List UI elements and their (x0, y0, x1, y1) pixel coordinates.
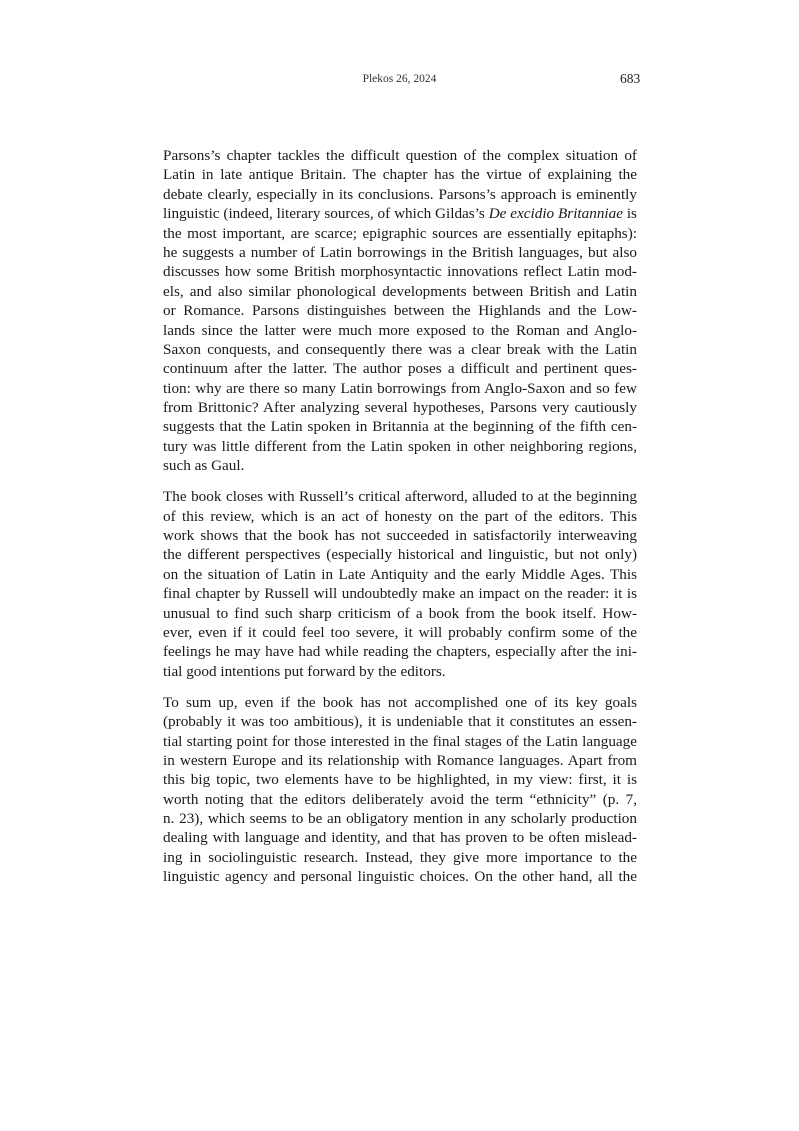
text-line: or Romance. Parsons distinguishes between the Highlands and the Low- (163, 302, 637, 320)
text-line: ever, even if it could feel too severe, it will probably confirm some of the (163, 623, 637, 641)
text-line: such as Gaul. (163, 457, 245, 475)
text-line: worth noting that the editors deliberately avoid the term “ethnicity” (p. 7, (163, 790, 637, 808)
text-line: lands since the latter were much more exposed to the Roman and Anglo- (163, 321, 637, 339)
text-line: suggests that the Latin spoken in Britannia at the beginning of the fifth cen- (163, 418, 637, 436)
text-line: he suggests a number of Latin borrowings in the British languages, but also (163, 243, 637, 261)
text-segment: is (622, 205, 637, 223)
text-line: Parsons’s chapter tackles the difficult question of the complex situation of (163, 147, 637, 164)
text-line: the different perspectives (especially historical and linguistic, but not only) (163, 546, 637, 564)
text-line: tial good intentions put forward by the editors. (163, 662, 446, 680)
italic-title: De excidio Britanniae (488, 205, 623, 223)
text-line: discusses how some British morphosyntactic innovations reflect Latin mod- (163, 263, 637, 281)
text-line: on the situation of Latin in Late Antiquity and the early Middle Ages. This (163, 565, 637, 583)
text-line: Saxon conquests, and consequently there was a clear break with the Latin (163, 340, 637, 358)
text-line: the most important, are scarce; epigraphic sources are essentially epitaphs): (163, 224, 637, 242)
text-line: unusual to find such sharp criticism of a book from the book itself. How- (163, 604, 637, 622)
text-line (163, 204, 637, 223)
text-line: linguistic agency and personal linguistic choices. On the other hand, all the (163, 868, 637, 886)
text-line: tury was little different from the Latin spoken in other neighboring regions, (163, 437, 637, 455)
text-line: from Brittonic? After analyzing several hypotheses, Parsons very cautiously (163, 399, 637, 417)
text-line: final chapter by Russell will undoubtedly make an impact on the reader: it is (163, 585, 637, 603)
paragraph (163, 146, 637, 476)
page-number: 683 (620, 71, 641, 86)
running-head: Plekos 26, 2024 (362, 73, 437, 85)
text-line: work shows that the book has not succeeded in satisfactorily interweaving (163, 527, 637, 545)
text-line: (probably it was too ambitious), it is undeniable that it constitutes an essen- (163, 713, 637, 731)
text-line: debate clearly, especially in its conclusions. Parsons’s approach is eminently (163, 185, 637, 203)
text-segment: linguistic (indeed, literary sources, of which Gildas’s (163, 205, 489, 223)
text-line: ing in sociolinguistic research. Instead, they give more importance to the (163, 848, 637, 866)
text-line: in western Europe and its relationship with Romance languages. Apart from (163, 751, 637, 769)
text-line: To sum up, even if the book has not accomplished one of its key goals (163, 693, 637, 711)
text-line: n. 23), which seems to be an obligatory mention in any scholarly production (163, 810, 637, 828)
text-line: The book closes with Russell’s critical afterword, alluded to at the beginning (163, 488, 637, 506)
text-line: tion: why are there so many Latin borrowings from Anglo-Saxon and so few (163, 379, 637, 397)
paragraph (163, 487, 637, 681)
body-text (163, 146, 637, 898)
text-line: continuum after the latter. The author poses a difficult and pertinent ques- (163, 360, 637, 378)
text-line: feelings he may have had while reading the chapters, especially after the ini- (163, 643, 637, 661)
text-line: this big topic, two elements have to be highlighted, in my view: first, it is (163, 771, 637, 789)
text-line: tial starting point for those interested in the final stages of the Latin language (163, 732, 637, 750)
text-line: of this review, which is an act of honesty on the part of the editors. This (163, 507, 637, 525)
paragraph (163, 693, 637, 887)
text-line: els, and also similar phonological developments between British and Latin (163, 282, 637, 300)
text-line: dealing with language and identity, and that has proven to be often mislead- (163, 829, 637, 847)
text-line: Latin in late antique Britain. The chapter has the virtue of explaining the (163, 166, 637, 184)
